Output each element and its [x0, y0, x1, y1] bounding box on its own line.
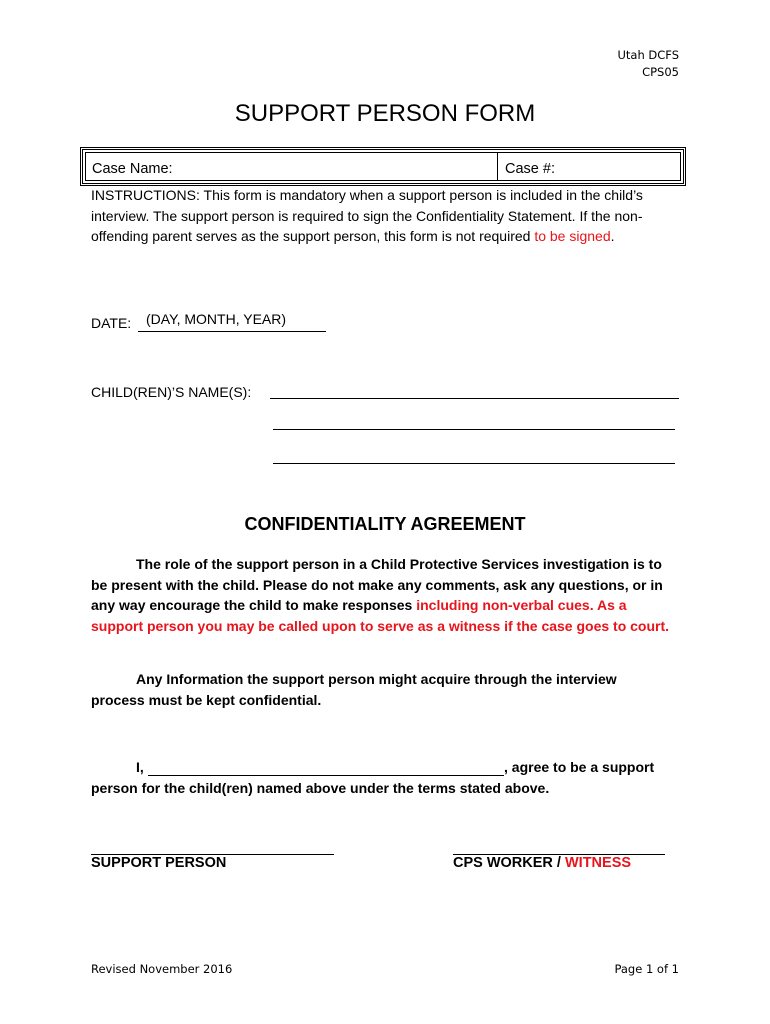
support-person-label: SUPPORT PERSON — [91, 855, 227, 871]
agreement-paragraph-1 — [91, 554, 671, 637]
children-name-line-2[interactable] — [273, 429, 675, 430]
support-person-name-line[interactable] — [148, 775, 504, 776]
case-info-box — [80, 147, 686, 186]
children-names-label: CHILD(REN)’S NAME(S): — [91, 384, 252, 400]
cps-worker-label — [453, 855, 631, 871]
agreement-p1-red-text: including non-verbal cues. As a support person you may be called upon to serve as a witness if the case goes to court. — [91, 597, 670, 635]
page-title: SUPPORT PERSON FORM — [234, 100, 536, 127]
date-value: (DAY, MONTH, YEAR) — [146, 311, 287, 327]
form-code: CPS05 — [642, 65, 679, 79]
revised-date: Revised November 2016 — [91, 962, 233, 976]
agreement-i-label: I, — [136, 759, 144, 775]
agreement-heading: CONFIDENTIALITY AGREEMENT — [244, 514, 526, 534]
instructions — [91, 185, 666, 247]
children-name-line-1[interactable] — [270, 398, 679, 399]
cps-worker-text: CPS WORKER / — [453, 855, 561, 871]
agency-name: Utah DCFS — [617, 48, 679, 62]
agreement-p3-line-2: person for the child(ren) named above under the terms stated above. — [91, 780, 550, 796]
case-box-divider — [497, 153, 498, 180]
agreement-p3-end: , agree to be a support — [504, 759, 655, 775]
children-name-line-3[interactable] — [273, 463, 675, 464]
case-number-label: Case #: — [505, 161, 555, 177]
agreement-p1-text: The role of the support person in a Child Protective Services investigation is to be present with the child. Please do not make any comments, ask any questions, or in any way encourage the child to make responses — [91, 556, 663, 614]
agreement-paragraph-2: Any Information the support person might acquire through the interview process must be kept confidential. — [91, 671, 617, 708]
page-number: Page 1 of 1 — [614, 962, 679, 976]
date-line[interactable] — [138, 331, 326, 332]
case-name-label: Case Name: — [92, 161, 173, 177]
date-label: DATE: — [91, 315, 132, 331]
witness-text: WITNESS — [564, 855, 632, 871]
instructions-end: . — [610, 228, 615, 245]
instructions-red-text: to be signed — [534, 228, 611, 245]
instructions-text: INSTRUCTIONS: This form is mandatory when a support person is included in the child’s interview. The support person is required to sign the Confidentiality Statement. If the non-offending parent serves as the support person, this form is not required — [91, 187, 643, 245]
